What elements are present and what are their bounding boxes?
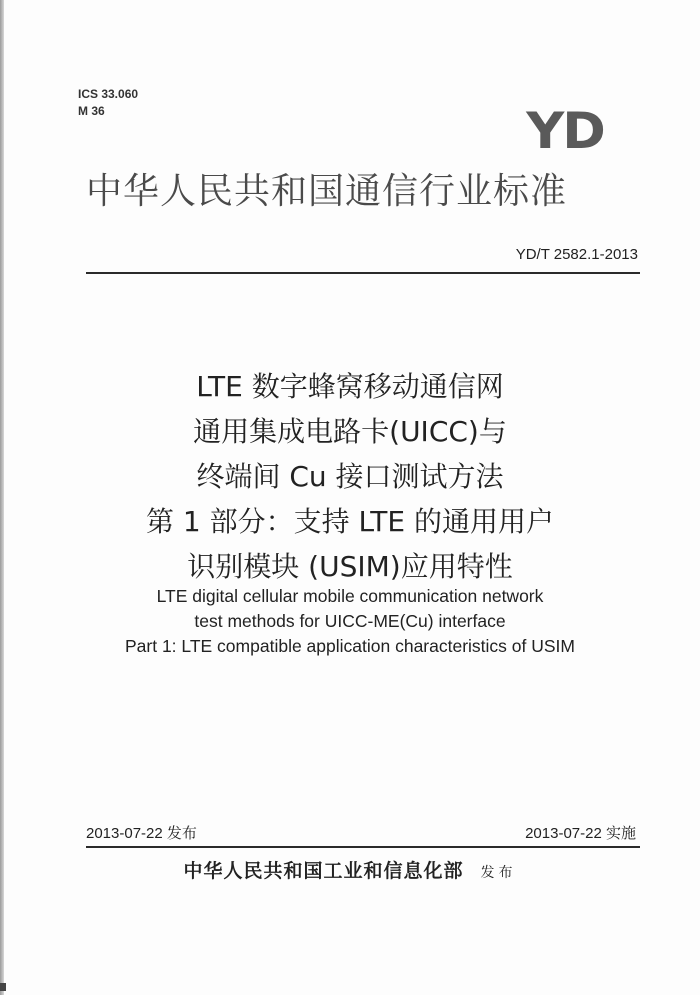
title-cn-line: 第 1 部分：支持 LTE 的通用用户 bbox=[146, 505, 554, 538]
classification-codes bbox=[78, 86, 138, 120]
title-cn-line: LTE 数字蜂窝移动通信网 bbox=[196, 370, 504, 403]
title-cn-line: 识别模块 (USIM)应用特性 bbox=[187, 550, 513, 583]
implementation-date: 2013-07-22 实施 bbox=[525, 825, 636, 842]
title-cn-line: 通用集成电路卡(UICC)与 bbox=[193, 415, 507, 448]
bottom-divider bbox=[86, 846, 640, 848]
publisher-name: 中华人民共和国工业和信息化部 bbox=[183, 860, 464, 882]
publisher-line bbox=[0, 856, 700, 883]
issue-date: 2013-07-22 发布 bbox=[86, 825, 197, 842]
publisher-action: 发布 bbox=[480, 865, 517, 881]
title-english bbox=[0, 584, 700, 659]
title-en-line: test methods for UICC-ME(Cu) interface bbox=[194, 611, 506, 631]
top-divider bbox=[86, 272, 640, 274]
ics-code: ICS 33.060 bbox=[78, 87, 139, 101]
title-cn-line: 终端间 Cu 接口测试方法 bbox=[196, 460, 504, 493]
ccs-code: M 36 bbox=[78, 104, 105, 118]
standard-number: YD/T 2582.1-2013 bbox=[515, 246, 638, 263]
title-chinese bbox=[0, 364, 700, 589]
standard-name: 中华人民共和国通信行业标准 bbox=[86, 171, 568, 212]
title-en-line: Part 1: LTE compatible application characteristics of USIM bbox=[124, 636, 575, 656]
scan-corner-mark bbox=[0, 983, 6, 991]
yd-logo: YD bbox=[526, 102, 604, 160]
title-en-line: LTE digital cellular mobile communication network bbox=[156, 586, 544, 606]
